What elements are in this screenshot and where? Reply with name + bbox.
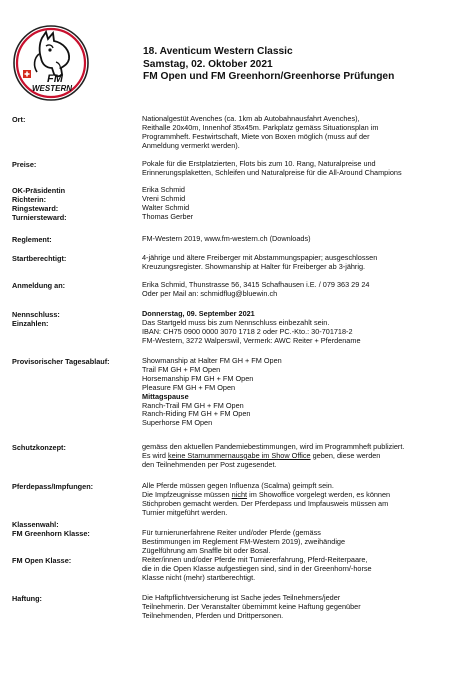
open-klasse-value: Reiter/innen und/oder Pferde mit Turniererfahrung, Pferd-Reiterpaare, die in die Open Klasse aufgestiegen sind, sind in der Greenhorn/-horse Klasse nicht (mehr) startberechtigt.	[142, 555, 372, 582]
preise-label: Preise:	[12, 160, 37, 169]
haftung-value: Die Haftpflichtversicherung ist Sache jedes Teilnehmers/jeder Teilnehmerin. Der Veranstalter übernimmt keine Haftung gegenüber Teilnehmenden, Pferden und Drittpersonen.	[142, 593, 361, 620]
logo-western-text: WESTERN	[32, 84, 72, 93]
ringsteward-label: Ringsteward:	[12, 204, 59, 213]
schutzkonzept-value: gemäss den aktuellen Pandemiebestimmungen, wird im Programmheft publiziert. Es wird keine Starnummernausgabe im Show Office geben, diese werden den Teilnehmenden per Post zugesendet.	[142, 442, 405, 469]
officials-values: Erika Schmid Vreni Schmid Walter Schmid Thomas Gerber	[142, 185, 194, 221]
list-item: Horsemanship FM GH + FM Open	[142, 373, 254, 383]
nennschluss-value: Donnerstag, 09. September 2021 Das Startgeld muss bis zum Nennschluss einbezahlt sein. IBAN: CH75 0900 0000 3070 1718 2 oder PC.-Kto.: 30-701718-2 FM-Western, 3272 Walperswil, Vermerk: AWC Reiter + Pferdename	[142, 309, 361, 345]
greenhorn-klasse-value: Für turnierunerfahrene Reiter und/oder Pferde (gemäss Bestimmungen im Reglement FM-Western 2019), zweihändige Zügelführung am Snaffle bit oder Bosal.	[142, 528, 346, 555]
mittagspause: Mittagspause	[142, 391, 189, 401]
richterin-label: Richterin:	[12, 195, 47, 204]
document-title	[143, 46, 448, 84]
list-item: Superhorse FM Open	[142, 418, 213, 428]
logo-fm-text: FM	[47, 73, 63, 85]
title-date: Samstag, 02. Oktober 2021	[143, 58, 273, 70]
preise-value: Pokale für die Erstplatzierten, Flots bis zum 10. Rang, Naturalpreise und Erinnerungsplaketten, Schleifen und Naturalpreise für die All-Around Champions	[142, 159, 402, 177]
tagesablauf-list	[142, 357, 447, 428]
klassenwahl-label: Klassenwahl:	[12, 520, 59, 529]
ort-label: Ort:	[12, 115, 26, 124]
anmeldung-label: Anmeldung an:	[12, 281, 66, 290]
list-item: Trail FM GH + FM Open	[142, 364, 221, 374]
reglement-label: Reglement:	[12, 235, 52, 244]
title-event: 18. Aventicum Western Classic	[143, 46, 293, 57]
startberechtigt-label: Startberechtigt:	[12, 254, 67, 263]
fm-western-logo	[12, 24, 90, 102]
horse-head-logo-icon	[12, 24, 90, 102]
list-item: Pleasure FM GH + FM Open	[142, 382, 236, 392]
einzahlen-label: Einzahlen:	[12, 319, 49, 328]
open-klasse-label: FM Open Klasse:	[12, 556, 72, 565]
nennschluss-label: Nennschluss:	[12, 310, 60, 319]
tagesablauf-label: Provisorischer Tagesablauf:	[12, 357, 110, 366]
turniersteward-label: Turniersteward:	[12, 213, 67, 222]
pferdepass-label: Pferdepass/Impfungen:	[12, 482, 94, 491]
greenhorn-klasse-label: FM Greenhorn Klasse:	[12, 529, 90, 538]
list-item: Ranch-Trail FM GH + FM Open	[142, 400, 244, 410]
pferdepass-value: Alle Pferde müssen gegen Influenza (Scalma) geimpft sein. Die Impfzeugnisse müssen nicht im Showoffice vorgelegt werden, es können Stichproben gemacht werden. Der Pferdepass und Impfausweis müssen am Turnier mitgeführt werden.	[142, 481, 391, 517]
title-classes: FM Open und FM Greenhorn/Greenhorse Prüfungen	[143, 71, 395, 83]
ok-praesidentin-label: OK-Präsidentin	[12, 186, 66, 195]
list-item: Showmanship at Halter FM GH + FM Open	[142, 356, 282, 365]
startberechtigt-value: 4-jährige und ältere Freiberger mit Abstammungspapier; ausgeschlossen Kreuzungsregister. Showmanship at Halter für Freiberger ab 3-jährig.	[142, 253, 378, 271]
list-item: Ranch-Riding FM GH + FM Open	[142, 409, 251, 419]
haftung-label: Haftung:	[12, 594, 42, 603]
reglement-value: FM-Western 2019, www.fm-western.ch (Downloads)	[142, 234, 311, 243]
ort-value: Nationalgestüt Avenches (ca. 1km ab Autobahnausfahrt Avenches), Reithalle 20x40m, Innenhof 35x45m. Parkplatz gemäss Situationsplan im Programmheft. Festwirtschaft, Miete von Boxen möglich (muss auf der Anmeldung vermerkt werden).	[142, 114, 379, 150]
schutzkonzept-label: Schutzkonzept:	[12, 443, 66, 452]
anmeldung-value: Erika Schmid, Thunstrasse 56, 3415 Schafhausen i.E. / 079 363 29 24 Oder per Mail an: schmidflug@bluewin.ch	[142, 280, 370, 298]
